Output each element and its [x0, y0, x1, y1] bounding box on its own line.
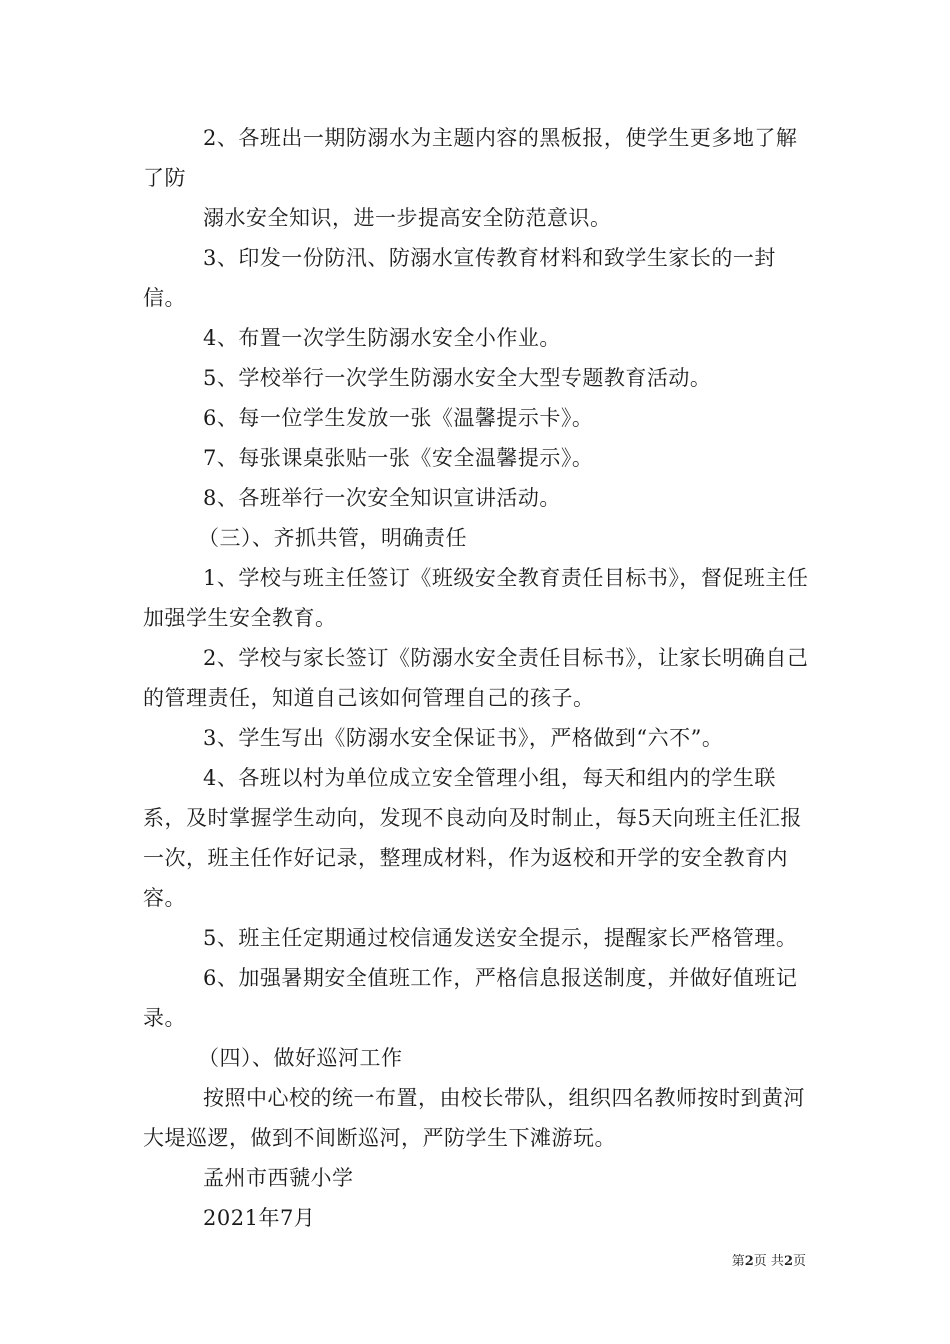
paragraph: （四）、做好巡河工作: [198, 1046, 403, 1070]
paragraph: 2021年7月: [203, 1206, 316, 1230]
paragraph: 7、每张课桌张贴一张《安全温馨提示》。: [203, 446, 594, 470]
paragraph: 4、各班以村为单位成立安全管理小组，每天和组内的学生联系，及时掌握学生动向，发现不良动向及时制止，每5天向班主任汇报一次，班主任作好记录，整理成材料，作为返校和开学的安全教育内容。: [143, 766, 802, 910]
footer-middle: 页 共: [753, 1254, 784, 1269]
footer-current-page: 2: [744, 1254, 754, 1269]
paragraph: 6、加强暑期安全值班工作，严格信息报送制度，并做好值班记录。: [143, 966, 798, 1030]
paragraph: 3、学生写出《防溺水安全保证书》，严格做到“六不”。: [203, 726, 724, 750]
footer-suffix: 页: [792, 1254, 806, 1269]
paragraph: 5、班主任定期通过校信通发送安全提示，提醒家长严格管理。: [203, 926, 798, 950]
footer-prefix: 第: [731, 1254, 745, 1269]
page-footer: [732, 1250, 806, 1269]
document-body: [143, 118, 811, 1238]
paragraph: 8、各班举行一次安全知识宣讲活动。: [203, 486, 561, 510]
paragraph: 2、学校与家长签订《防溺水安全责任目标书》，让家长明确自己的管理责任，知道自己该如何管理自己的孩子。: [143, 646, 809, 710]
paragraph: 孟州市西虢小学: [203, 1166, 354, 1190]
paragraph: 6、每一位学生发放一张《温馨提示卡》。: [203, 406, 594, 430]
paragraph: 按照中心校的统一布置，由校长带队，组织四名教师按时到黄河大堤巡逻，做到不间断巡河，严防学生下滩游玩。: [143, 1086, 805, 1150]
footer-total-pages: 2: [783, 1254, 793, 1269]
paragraph: 3、印发一份防汛、防溺水宣传教育材料和致学生家长的一封信。: [143, 246, 776, 310]
paragraph: 5、学校举行一次学生防溺水安全大型专题教育活动。: [203, 366, 712, 390]
paragraph: 4、布置一次学生防溺水安全小作业。: [203, 326, 561, 350]
paragraph: （三）、齐抓共管，明确责任: [198, 526, 467, 550]
paragraph: 1、学校与班主任签订《班级安全教育责任目标书》，督促班主任加强学生安全教育。: [143, 566, 809, 630]
paragraph: 2、各班出一期防溺水为主题内容的黑板报，使学生更多地了解了防: [143, 126, 798, 190]
paragraph: 溺水安全知识，进一步提高安全防范意识。: [203, 206, 612, 230]
